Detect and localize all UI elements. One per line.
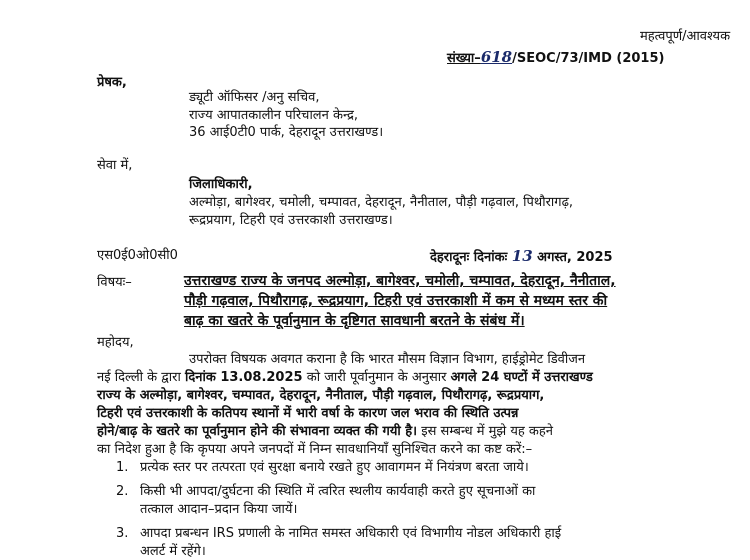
body-line-2-c: को जारी पूर्वानुमान के अनुसार	[306, 370, 447, 385]
list-item-3-number: 3.	[116, 526, 129, 541]
body-line-2-date: दिनांक 13.08.2025	[184, 370, 303, 385]
office-code: एस0ई0ओ0सी0	[97, 248, 178, 263]
sender-line-1: ड्यूटी ऑफिसर /अनु सचिव,	[189, 90, 320, 105]
sender-line-3: 36 आई0टी0 पार्क, देहरादून उत्तराखण्ड।	[189, 125, 384, 140]
recipient-title: जिलाधिकारी,	[189, 177, 253, 192]
body-line-2-a: नई दिल्ली के द्वारा	[97, 370, 181, 385]
recipient-label: सेवा में,	[97, 158, 133, 173]
reference-number	[447, 49, 664, 67]
body-line-4-rest: के कतिपय स्थानों में भारी वर्षा के कारण जल भराव की स्थिति उत्पन्न	[197, 406, 519, 421]
date-prefix: देहरादूनः दिनांकः	[430, 250, 508, 265]
body-line-1: उपरोक्त विषयक अवगत कराना है कि भारत मौसम विज्ञान विभाग, हाईड्रोमेट डिवीजन	[189, 352, 586, 367]
body-line-2-forecast: अगले 24 घण्टों में उत्तराखण्ड	[450, 370, 593, 385]
reference-suffix: /SEOC/73/IMD (2015)	[512, 51, 665, 66]
list-item-1-number: 1.	[116, 460, 129, 475]
recipient-line-2: रूद्रप्रयाग, टिहरी एवं उत्तरकाशी उत्तराखण्ड।	[189, 213, 393, 228]
body-line-4-districts: टिहरी एवं उत्तरकाशी	[97, 406, 193, 421]
subject-label: विषयः–	[97, 275, 132, 290]
priority-label: महत्वपूर्ण/आवश्यक	[640, 29, 731, 44]
list-item-3-text: आपदा प्रबन्धन IRS प्रणाली के नामित समस्त अधिकारी एवं विभागीय नोडल अधिकारी हाई	[140, 526, 562, 541]
sender-line-2: राज्य आपातकालीन परिचालन केन्द्र,	[189, 108, 359, 123]
recipient-line-1: अल्मोड़ा, बागेश्वर, चमोली, चम्पावत, देहरादून, नैनीताल, पौड़ी गढ़वाल, पिथौरागढ़,	[189, 195, 574, 210]
date-handwritten-day: 13	[511, 247, 533, 265]
list-item-3-text-cont: अलर्ट में रहेंगे।	[140, 544, 206, 559]
date-rest: अगस्त, 2025	[537, 250, 613, 265]
subject-line-2: पौड़ी गढ़वाल, पिथौरागढ़, रूद्रप्रयाग, टिहरी एवं उत्तरकाशी में कम से मध्यम स्तर की	[184, 293, 608, 309]
subject-line-3: बाढ़ का खतरे के पूर्वानुमान के दृष्टिगत सावधानी बरतने के संबंध में।	[184, 313, 525, 329]
list-item-2-text-cont: तत्काल आदान–प्रदान किया जायें।	[140, 502, 298, 517]
body-line-2	[97, 370, 679, 386]
list-item-2-number: 2.	[116, 484, 129, 499]
list-item-1-text: प्रत्येक स्तर पर तत्परता एवं सुरक्षा बनाये रखते हुए आवागमन में नियंत्रण बरता जाये।	[140, 460, 529, 475]
body-line-5-a: होने/बाढ़ के खतरे का पूर्वानुमान होने की संभावना व्यक्त की गयी है।	[97, 424, 418, 439]
body-line-5	[97, 424, 679, 440]
reference-label: संख्या–	[447, 51, 481, 66]
body-line-3: राज्य के अल्मोड़ा, बागेश्वर, चम्पावत, देहरादून, नैनीताल, पौड़ी गढ़वाल, पिथौरागढ़, रूद्रप्रयाग,	[97, 388, 545, 403]
reference-handwritten-number: 618	[480, 48, 513, 66]
subject-line-1: उत्तराखण्ड राज्य के जनपद अल्मोड़ा, बागेश्वर, चमोली, चम्पावत, देहरादून, नैनीताल,	[184, 273, 616, 289]
body-line-5-b: इस सम्बन्ध में मुझे यह कहने	[421, 424, 554, 439]
sender-label: प्रेषक,	[97, 75, 127, 90]
list-item-2-text: किसी भी आपदा/दुर्घटना की स्थिति में त्वरित स्थलीय कार्यवाही करते हुए सूचनाओं का	[140, 484, 536, 499]
letter-date	[430, 248, 613, 266]
body-line-6: का निदेश हुआ है कि कृपया अपने जनपदों में निम्न सावधानियाँ सुनिश्चित करने का कष्ट करें:–	[97, 442, 533, 457]
salutation: महोदय,	[97, 335, 134, 350]
body-line-4	[97, 406, 679, 422]
